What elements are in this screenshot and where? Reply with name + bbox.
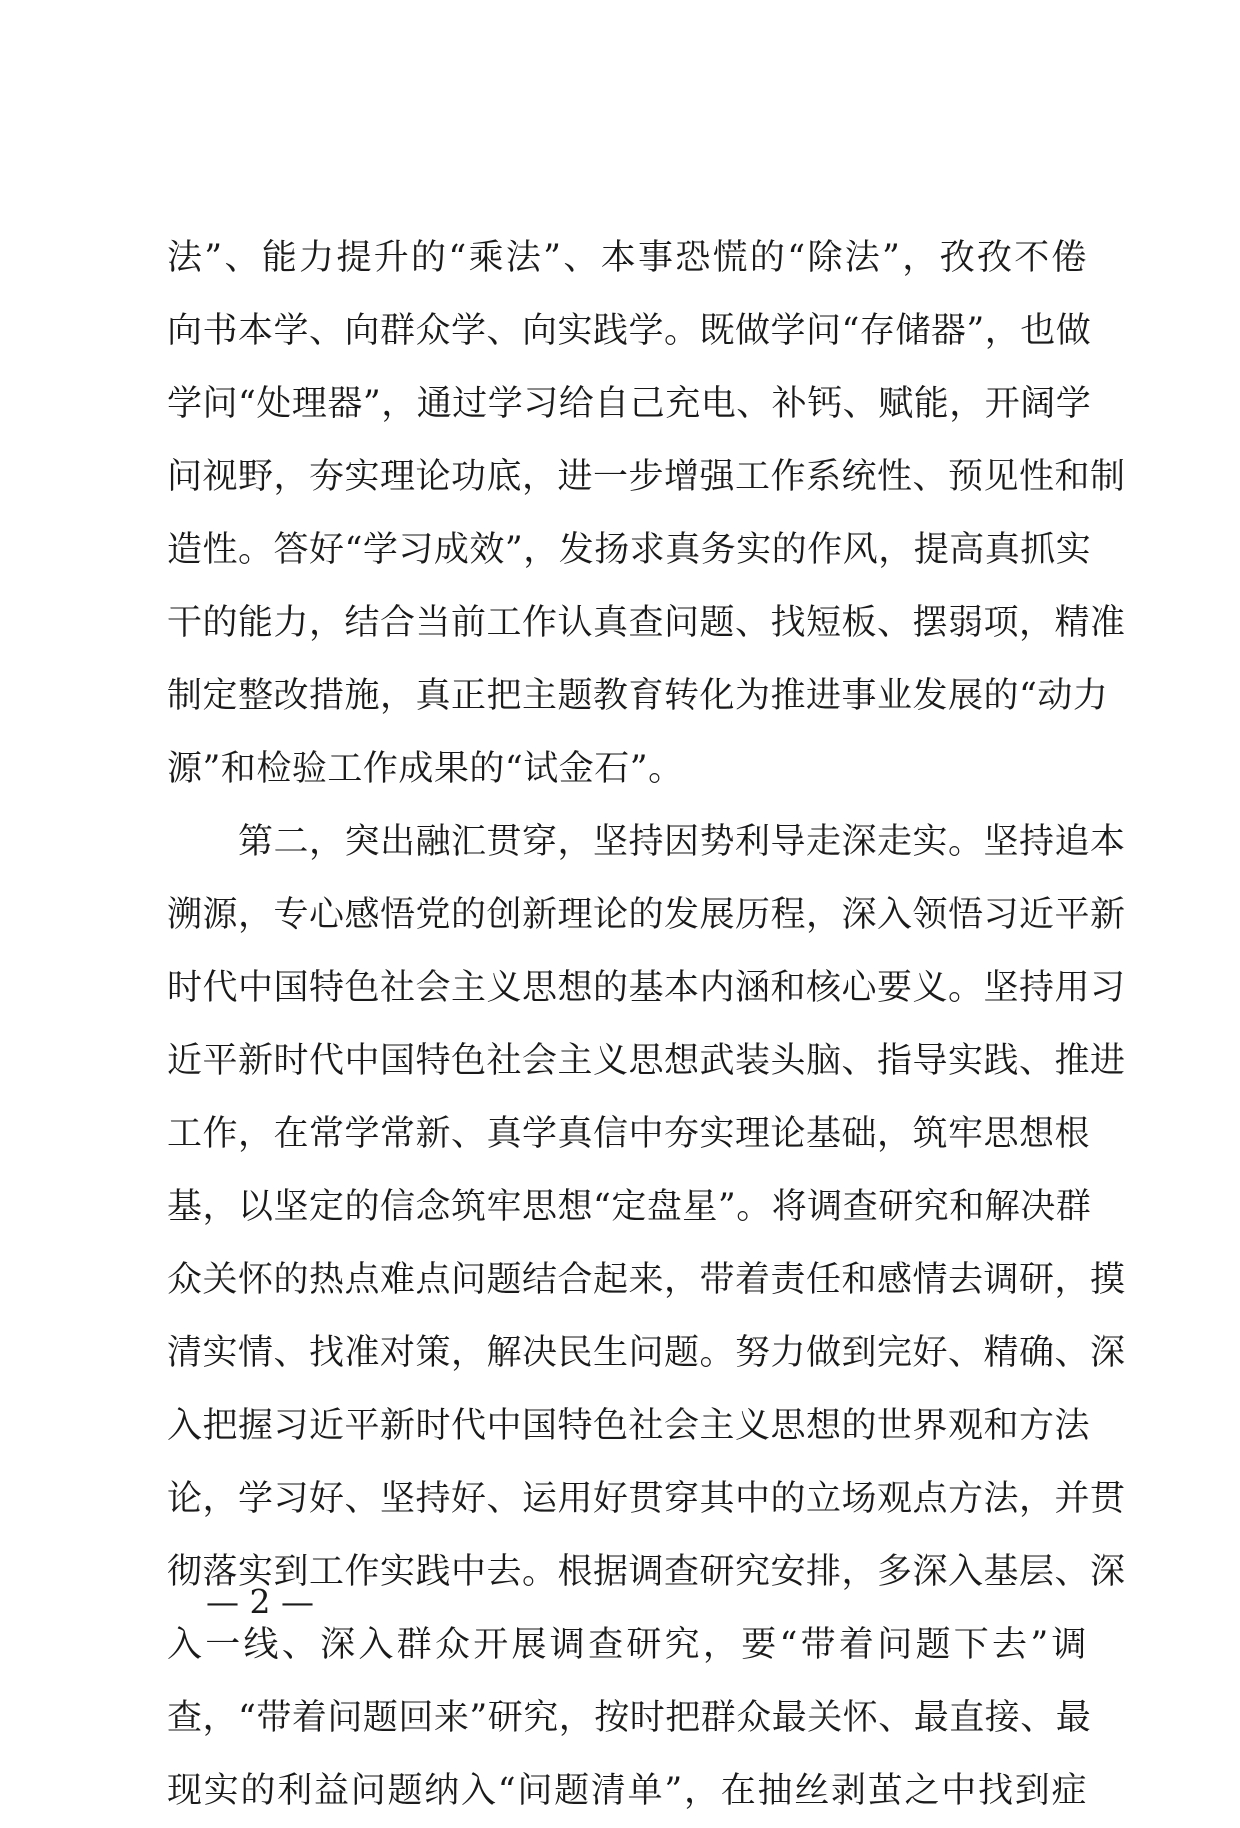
- text-line: 向书本学、向群众学、向实践学。既做学问“存储器”，也做: [167, 311, 1092, 351]
- text-line-paragraph-end: 源”和检验工作成果的“试金石”。: [167, 749, 684, 789]
- text-line: 查，“带着问题回来”研究，按时把群众最关怀、最直接、最: [167, 1698, 1092, 1738]
- text-line: 法”、能力提升的“乘法”、本事恐慌的“除法”，孜孜不倦: [167, 238, 1087, 278]
- text-line: 工作，在常学常新、真学真信中夯实理论基础，筑牢思想根: [167, 1114, 1091, 1154]
- text-line: 现实的利益问题纳入“问题清单”，在抽丝剥茧之中找到症: [167, 1771, 1087, 1811]
- text-line: 众关怀的热点难点问题结合起来，带着责任和感情去调研，摸: [167, 1260, 1126, 1300]
- text-line: 入把握习近平新时代中国特色社会主义思想的世界观和方法: [167, 1406, 1091, 1446]
- text-line: 论，学习好、坚持好、运用好贯穿其中的立场观点方法，并贯: [167, 1479, 1126, 1519]
- text-line: 入一线、深入群众开展调查研究，要“带着问题下去”调: [167, 1625, 1087, 1665]
- text-line: 彻落实到工作实践中去。根据调查研究安排，多深入基层、深: [167, 1552, 1126, 1592]
- text-line: 近平新时代中国特色社会主义思想武装头脑、指导实践、推进: [167, 1041, 1126, 1081]
- text-line: 造性。答好“学习成效”，发扬求真务实的作风，提高真抓实: [167, 530, 1092, 570]
- text-line: 溯源，专心感悟党的创新理论的发展历程，深入领悟习近平新: [167, 895, 1126, 935]
- text-line: 问视野，夯实理论功底，进一步增强工作系统性、预见性和制: [167, 457, 1126, 497]
- text-line: 干的能力，结合当前工作认真查问题、找短板、摆弱项，精准: [167, 603, 1126, 643]
- text-line-paragraph-start: 第二，突出融汇贯穿，坚持因势利导走深走实。坚持追本: [167, 822, 1126, 862]
- text-line: 时代中国特色社会主义思想的基本内涵和核心要义。坚持用习: [167, 968, 1126, 1008]
- text-line: 清实情、找准对策，解决民生问题。努力做到完好、精确、深: [167, 1333, 1126, 1373]
- page-number: — 2 —: [206, 1582, 314, 1621]
- text-line: 学问“处理器”，通过学习给自己充电、补钙、赋能，开阔学: [167, 384, 1092, 424]
- text-line: 制定整改措施，真正把主题教育转化为推进事业发展的“动力: [167, 676, 1109, 716]
- text-line: 基，以坚定的信念筑牢思想“定盘星”。将调查研究和解决群: [167, 1187, 1092, 1227]
